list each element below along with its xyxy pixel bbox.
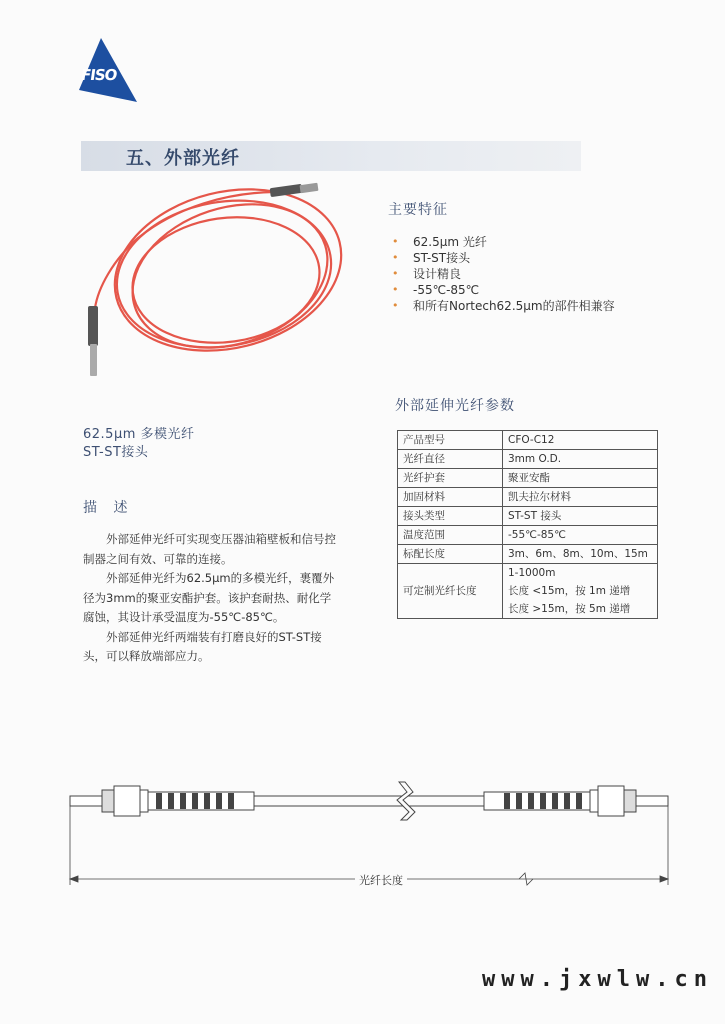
break-mark-icon bbox=[397, 782, 415, 820]
table-row bbox=[398, 450, 658, 469]
param-key: 加固材料 bbox=[398, 488, 503, 507]
product-name bbox=[83, 426, 195, 462]
param-value-line: 1-1000m bbox=[508, 567, 556, 579]
product-name-line: ST-ST接头 bbox=[83, 445, 149, 460]
right-boot-icon bbox=[484, 792, 590, 810]
param-value: 聚亚安酯 bbox=[503, 469, 658, 488]
param-key: 可定制光纤长度 bbox=[398, 564, 503, 619]
param-key: 产品型号 bbox=[398, 431, 503, 450]
param-key: 光纤护套 bbox=[398, 469, 503, 488]
company-logo bbox=[79, 38, 139, 104]
param-value-line: 长度 >15m，按 5m 递增 bbox=[508, 603, 631, 615]
table-row bbox=[398, 431, 658, 450]
features-list bbox=[392, 234, 615, 314]
feature-item: • 和所有Nortech62.5μm的部件相兼容 bbox=[392, 298, 615, 314]
table-row bbox=[398, 526, 658, 545]
features-title: 主要特征 bbox=[388, 202, 448, 218]
param-value: 凯夫拉尔材料 bbox=[503, 488, 658, 507]
param-key: 温度范围 bbox=[398, 526, 503, 545]
param-value: CFO-C12 bbox=[503, 431, 658, 450]
description-title: 描 述 bbox=[83, 500, 134, 516]
description-paragraph: 外部延伸光纤两端装有打磨良好的ST-ST接头，可以释放端部应力。 bbox=[83, 629, 322, 663]
feature-item: • 62.5μm 光纤 bbox=[392, 234, 615, 250]
param-key: 光纤直径 bbox=[398, 450, 503, 469]
feature-item: • 设计精良 bbox=[392, 266, 615, 282]
feature-item: • ST-ST接头 bbox=[392, 250, 615, 266]
section-header-bar bbox=[81, 141, 581, 171]
left-boot-icon bbox=[148, 792, 254, 810]
param-value: 3mm O.D. bbox=[503, 450, 658, 469]
connector-bottom-icon bbox=[88, 306, 98, 376]
param-value: -55℃-85℃ bbox=[503, 526, 658, 545]
description-text bbox=[83, 530, 338, 667]
param-key: 标配长度 bbox=[398, 545, 503, 564]
param-value: 3m、6m、8m、10m、15m bbox=[503, 545, 658, 564]
table-row bbox=[398, 545, 658, 564]
cable-diagram bbox=[64, 760, 674, 890]
table-row bbox=[398, 507, 658, 526]
length-label: 光纤长度 bbox=[355, 872, 407, 888]
table-row bbox=[398, 488, 658, 507]
params-title: 外部延伸光纤参数 bbox=[395, 398, 515, 414]
logo-text: FISO bbox=[79, 66, 118, 84]
param-value: ST-ST 接头 bbox=[503, 507, 658, 526]
table-row bbox=[398, 469, 658, 488]
product-name-line: 62.5μm 多模光纤 bbox=[83, 427, 195, 442]
feature-item: • -55℃-85℃ bbox=[392, 282, 615, 298]
fiber-cable-photo bbox=[78, 178, 348, 388]
connector-top-icon bbox=[270, 183, 319, 197]
param-value bbox=[503, 564, 658, 619]
param-value-line: 长度 <15m，按 1m 递增 bbox=[508, 585, 631, 597]
section-title: 五、外部光纤 bbox=[126, 148, 240, 169]
params-table bbox=[397, 430, 658, 619]
description-paragraph: 外部延伸光纤为62.5μm的多模光纤，裹覆外径为3mm的聚亚安酯护套。该护套耐热、耐化学腐蚀，其设计承受温度为-55℃-85℃。 bbox=[83, 571, 335, 624]
watermark-url: www.jxwlw.cn bbox=[482, 967, 713, 992]
description-paragraph: 外部延伸光纤可实现变压器油箱壁板和信号控制器之间有效、可靠的连接。 bbox=[83, 532, 336, 566]
table-row bbox=[398, 564, 658, 619]
param-key: 接头类型 bbox=[398, 507, 503, 526]
